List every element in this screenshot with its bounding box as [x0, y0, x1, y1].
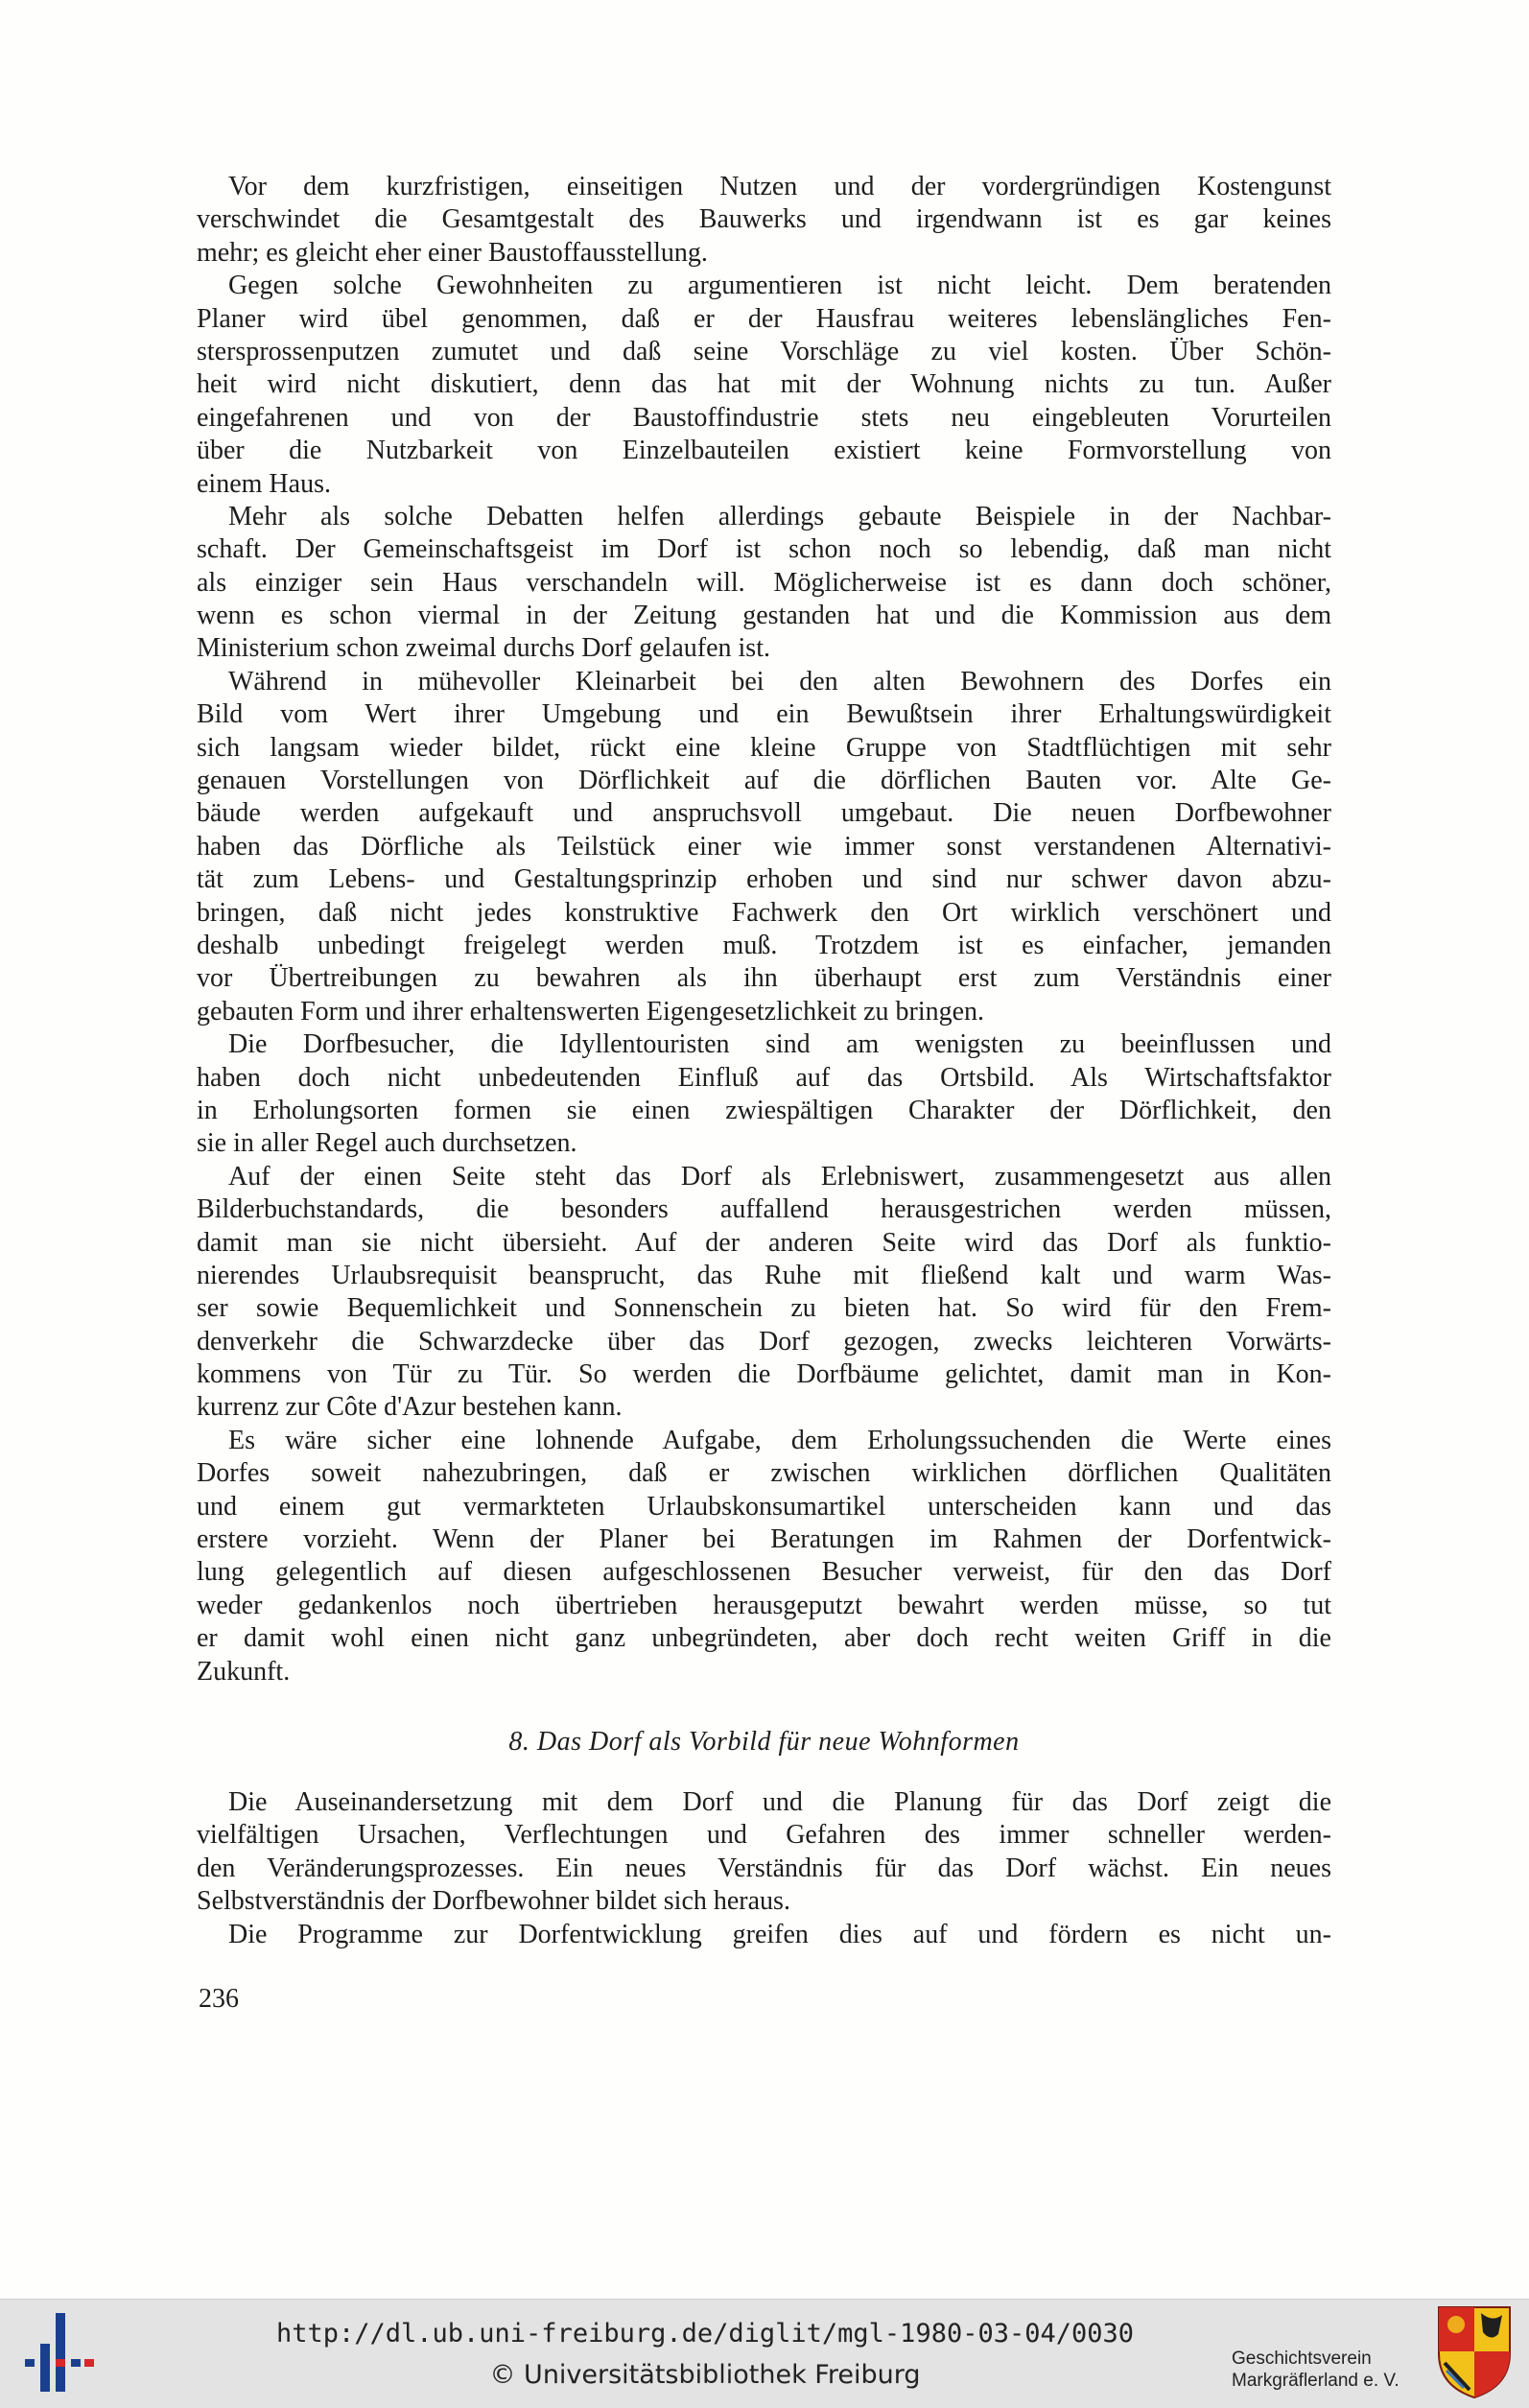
text-line: Bilderbuchstandards, die besonders auffallend herausgestrichen werden müssen,	[197, 1194, 1331, 1225]
text-line: haben doch nicht unbedeutenden Einfluß auf das Ortsbild. Als Wirtschaftsfaktor	[197, 1062, 1331, 1093]
text-line: Dorfes soweit nahezubringen, daß er zwischen wirklichen dörflichen Qualitäten	[197, 1458, 1331, 1489]
text-line: Mehr als solche Debatten helfen allerdings gebaute Beispiele in der Nachbar-	[228, 501, 1331, 531]
text-line: gebauten Form und ihrer erhaltenswerten Eigengesetzlichkeit zu bringen.	[197, 996, 985, 1027]
copyright-text: © Universitätsbibliothek Freiburg	[489, 2360, 921, 2390]
text-line: er damit wohl einen nicht ganz unbegründeten, aber doch recht weiten Griff in die	[197, 1623, 1331, 1654]
text-line: Vor dem kurzfristigen, einseitigen Nutzen und der vordergründigen Kostengunst	[228, 172, 1331, 201]
text-line: erstere vorzieht. Wenn der Planer bei Beratungen im Rahmen der Dorfentwick-	[197, 1524, 1331, 1555]
text-line: Die Auseinandersetzung mit dem Dorf und die Planung für das Dorf zeigt die	[228, 1787, 1331, 1817]
paragraph	[197, 666, 1331, 1028]
permalink-text[interactable]: http://dl.ub.uni-freiburg.de/diglit/mgl-1980-03-04/0030	[275, 2319, 1135, 2349]
text-line: genauen Vorstellungen von Dörflichkeit auf die dörflichen Bauten vor. Alte Ge-	[197, 766, 1331, 796]
text-line: kurrenz zur Côte d'Azur bestehen kann.	[197, 1392, 623, 1423]
society-line-1: Geschichtsverein	[1232, 2349, 1372, 2369]
text-line: wenn es schon viermal in der Zeitung gestanden hat und die Kommission aus dem	[197, 601, 1331, 631]
page-number: 236	[199, 1984, 239, 2014]
text-line: deshalb unbedingt freigelegt werden muß. Trotzdem ist es einfacher, jemanden	[197, 930, 1331, 960]
text-line: vor Übertreibungen zu bewahren als ihn überhaupt erst zum Verständnis einer	[197, 963, 1331, 994]
body-text-continued	[197, 1786, 1331, 1951]
text-line: Es wäre sicher eine lohnende Aufgabe, dem Erholungssuchenden die Werte eines	[228, 1425, 1331, 1455]
text-line: einem Haus.	[197, 468, 331, 499]
paragraph	[197, 1028, 1331, 1161]
text-line: kommens von Tür zu Tür. So werden die Dorfbäume gelichtet, damit man in Kon-	[197, 1359, 1331, 1390]
text-line: Zukunft.	[197, 1656, 291, 1687]
text-line: bringen, daß nicht jedes konstruktive Fachwerk den Ort wirklich verschönert und	[197, 897, 1331, 928]
society-name	[1232, 2348, 1400, 2392]
text-line: damit man sie nicht übersieht. Auf der anderen Seite wird das Dorf als funktio-	[197, 1227, 1331, 1258]
text-line: als einziger sein Haus verschandeln will. Möglicherweise ist es dann doch schöner,	[197, 567, 1331, 598]
paragraph	[197, 501, 1331, 666]
section-heading: 8. Das Dorf als Vorbild für neue Wohnformen	[508, 1727, 1020, 1757]
text-line: haben das Dörfliche als Teilstück einer wie immer sonst verstandenen Alternativi-	[197, 831, 1331, 862]
text-line: sie in aller Regel auch durchsetzen.	[197, 1128, 577, 1159]
paragraph	[197, 1786, 1331, 1919]
text-line: sich langsam wieder bildet, rückt eine kleine Gruppe von Stadtflüchtigen mit sehr	[197, 732, 1331, 763]
text-line: mehr; es gleicht eher einer Baustoffausstellung.	[197, 237, 708, 268]
text-line: Auf der einen Seite steht das Dorf als Erlebniswert, zusammengesetzt aus allen	[228, 1161, 1331, 1192]
text-line: Planer wird übel genommen, daß er der Hausfrau weiteres lebenslängliches Fen-	[197, 303, 1331, 334]
text-line: vielfältigen Ursachen, Verflechtungen und Gefahren des immer schneller werden-	[197, 1820, 1331, 1851]
text-line: weder gedankenlos noch übertrieben herausgeputzt bewahrt werden müsse, so tut	[197, 1590, 1331, 1620]
text-line: Gegen solche Gewohnheiten zu argumentieren ist nicht leicht. Dem beratenden	[228, 271, 1331, 301]
text-line: Die Dorfbesucher, die Idyllentouristen sind am wenigsten zu beeinflussen und	[228, 1029, 1331, 1060]
text-line: eingefahrenen und von der Baustoffindustrie stets neu eingebleuten Vorurteilen	[197, 402, 1331, 433]
body-text	[197, 171, 1331, 1688]
text-line: schaft. Der Gemeinschaftsgeist im Dorf ist schon noch so lebendig, daß man nicht	[197, 534, 1331, 565]
text-line: und einem gut vermarkteten Urlaubskonsumartikel unterscheiden kann und das	[197, 1491, 1331, 1522]
paragraph	[197, 270, 1331, 501]
text-line: Ministerium schon zweimal durchs Dorf gelaufen ist.	[197, 633, 770, 664]
paragraph	[197, 171, 1331, 270]
text-line: denverkehr die Schwarzdecke über das Dorf gezogen, zwecks leichteren Vorwärts-	[197, 1326, 1331, 1357]
society-line-2: Markgräflerland e. V.	[1232, 2371, 1400, 2391]
text-line: lung gelegentlich auf diesen aufgeschlossenen Besucher verweist, für den das Dorf	[197, 1557, 1331, 1588]
viewer-footer	[0, 2299, 1529, 2408]
coat-of-arms-icon[interactable]	[1435, 2303, 1514, 2399]
paragraph	[197, 1425, 1331, 1688]
text-line: verschwindet die Gesamtgestalt des Bauwerks und irgendwann ist es gar keines	[197, 204, 1331, 235]
text-line: Selbstverständnis der Dorfbewohner bildet sich heraus.	[197, 1886, 790, 1917]
text-line: in Erholungsorten formen sie einen zwiespältigen Charakter der Dörflichkeit, den	[197, 1095, 1331, 1125]
text-line: nierendes Urlaubsrequisit beansprucht, das Ruhe mit fließend kalt und warm Was-	[197, 1260, 1331, 1290]
text-line: über die Nutzbarkeit von Einzelbauteilen existiert keine Formvorstellung von	[197, 436, 1331, 466]
paragraph	[197, 1161, 1331, 1425]
text-line: den Veränderungsprozesses. Ein neues Verständnis für das Dorf wächst. Ein neues	[197, 1853, 1331, 1883]
text-line: Die Programme zur Dorfentwicklung greifen dies auf und fördern es nicht un-	[228, 1919, 1331, 1949]
permalink-link[interactable]	[0, 2319, 1529, 2349]
text-line: tät zum Lebens- und Gestaltungsprinzip erhoben und sind nur schwer davon abzu-	[197, 864, 1331, 895]
text-line: stersprossenputzen zumutet und daß seine Vorschläge zu viel kosten. Über Schön-	[197, 336, 1331, 366]
text-line: heit wird nicht diskutiert, denn das hat mit der Wohnung nichts zu tun. Außer	[197, 369, 1331, 400]
paragraph	[197, 1919, 1331, 1951]
text-line: ser sowie Bequemlichkeit und Sonnenschein zu bieten hat. So wird für den Frem-	[197, 1293, 1331, 1324]
text-line: Bild vom Wert ihrer Umgebung und ein Bewußtsein ihrer Erhaltungswürdigkeit	[197, 699, 1331, 730]
text-line: bäude werden aufgekauft und anspruchsvoll umgebaut. Die neuen Dorfbewohner	[197, 798, 1331, 829]
text-line: Während in mühevoller Kleinarbeit bei den alten Bewohnern des Dorfes ein	[228, 666, 1331, 696]
